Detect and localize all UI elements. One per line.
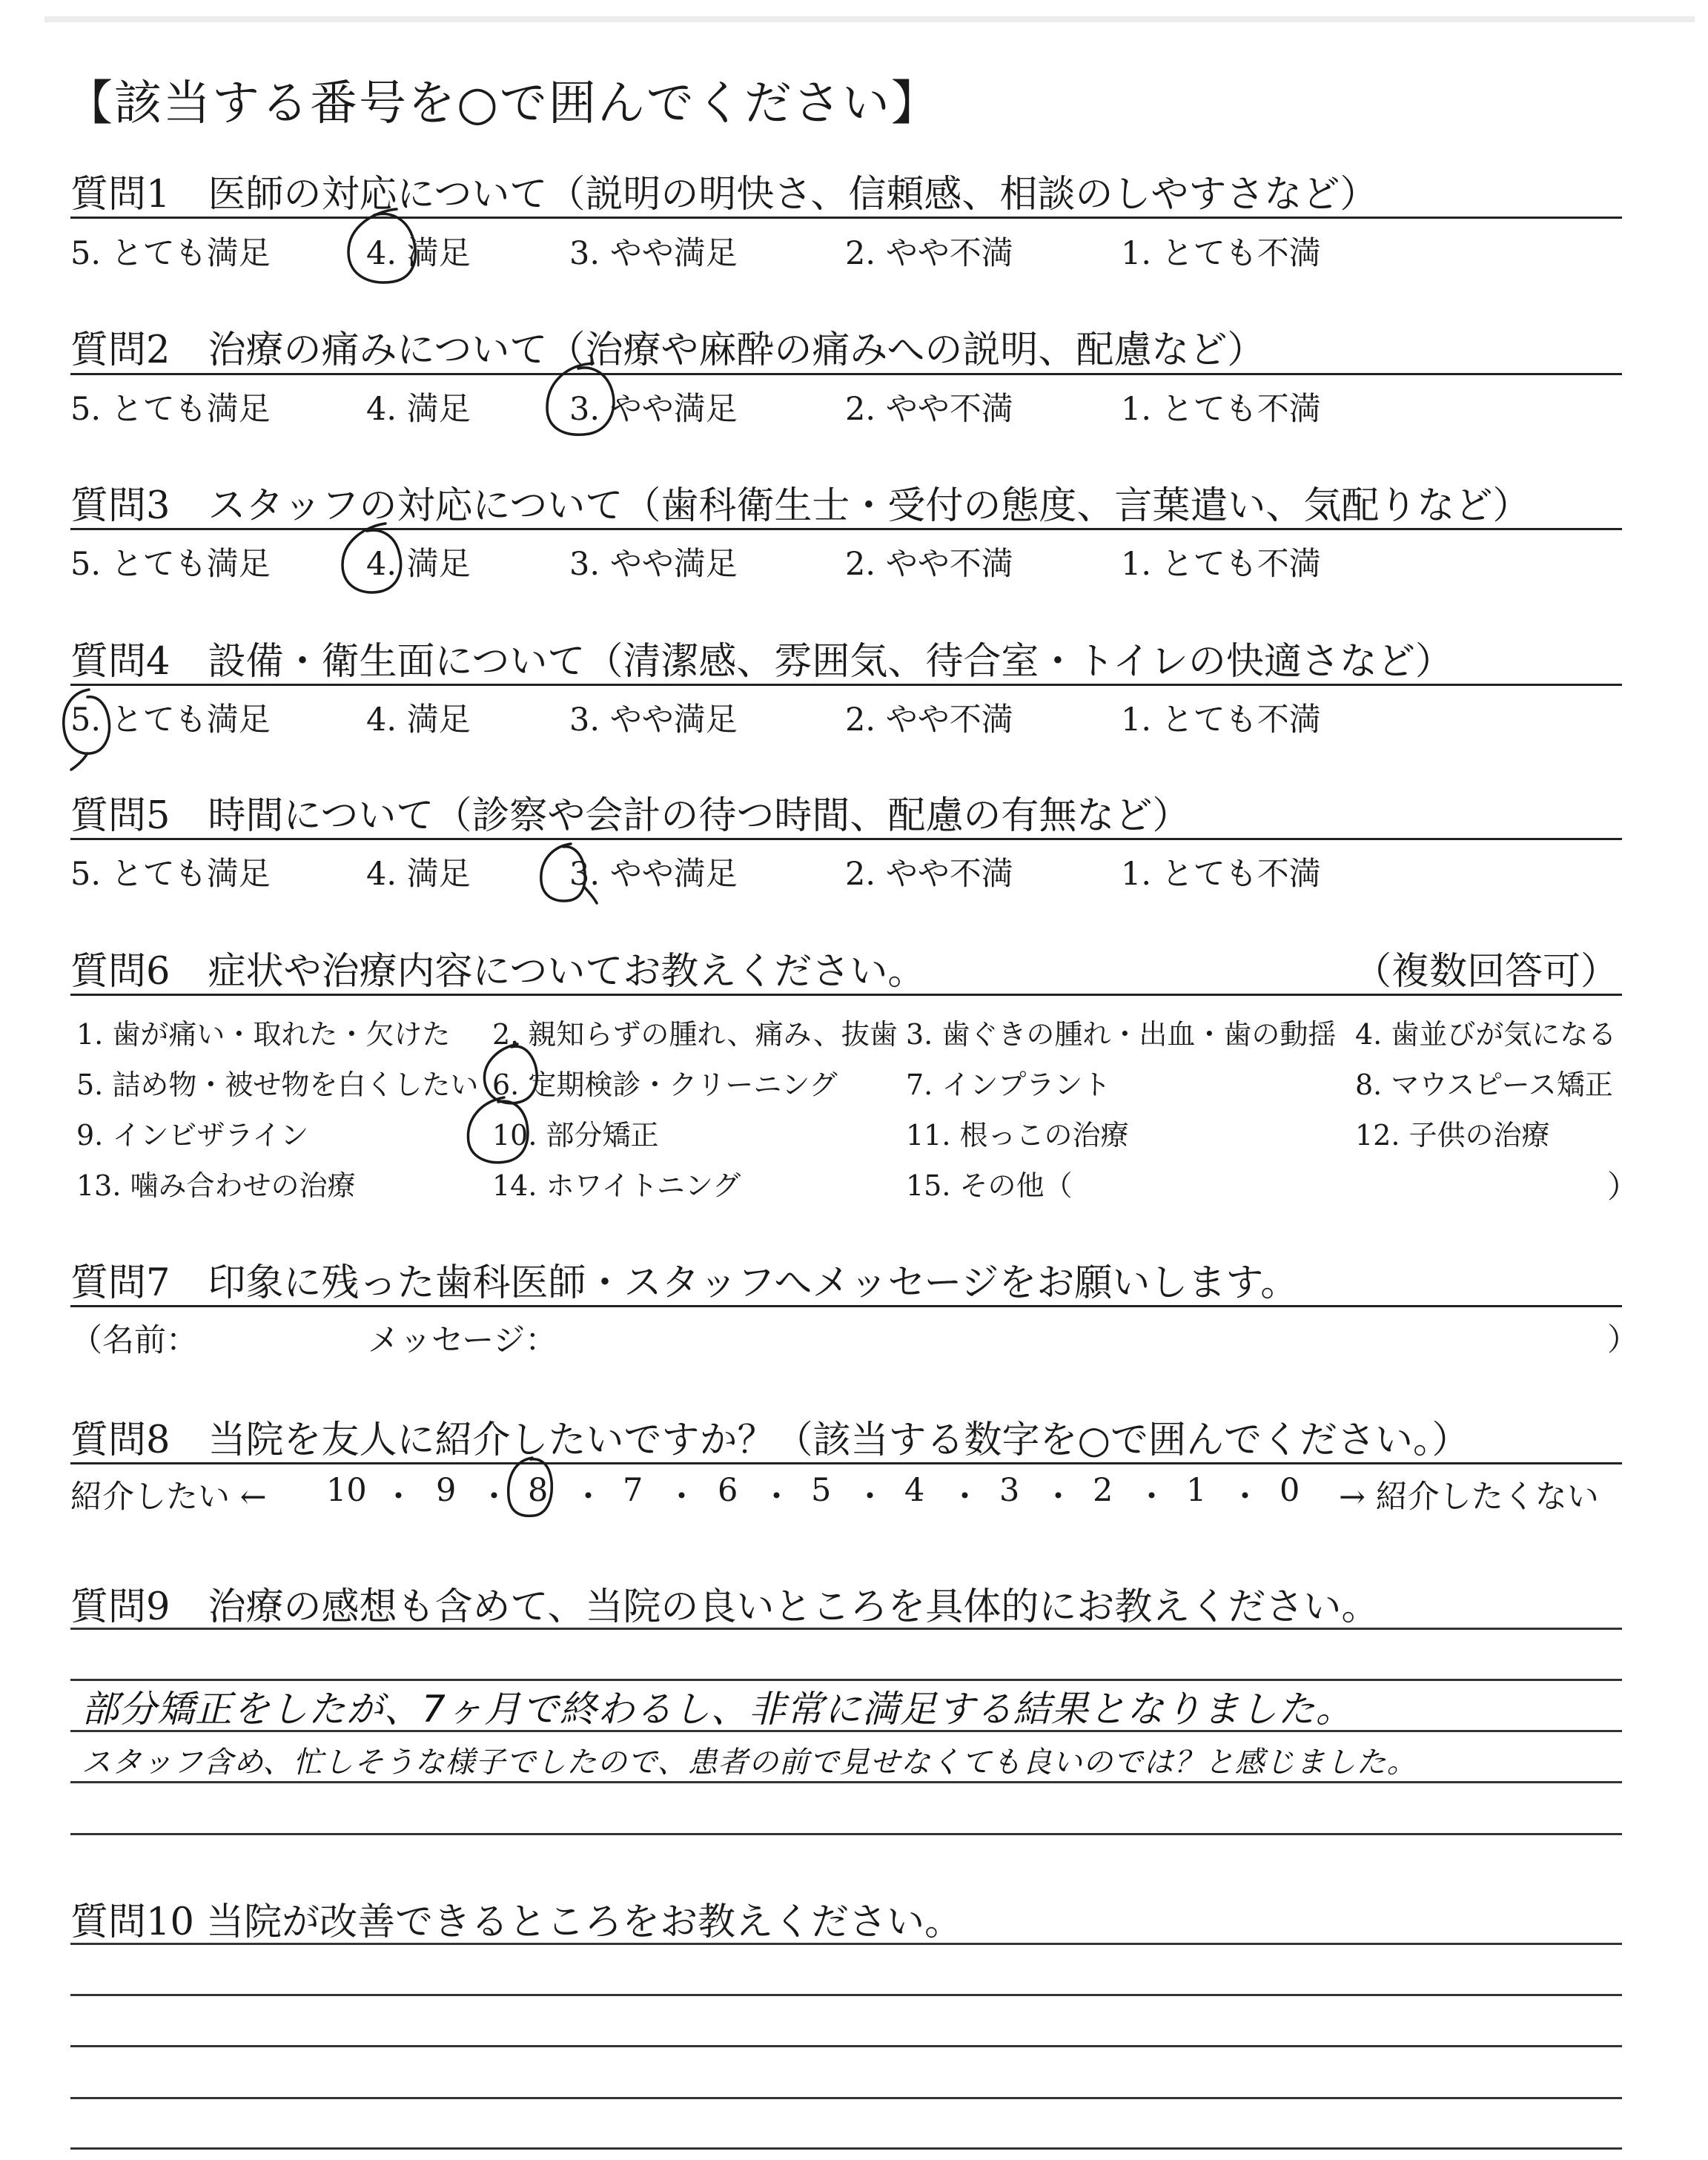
q8-scale-5[interactable]: 5 <box>811 1472 832 1509</box>
q2-option-1[interactable]: 1. とても不満 <box>1121 391 1321 428</box>
q10-line <box>70 2097 1622 2099</box>
q8-sep: ・ <box>949 1479 981 1516</box>
q6-option-4[interactable]: 4. 歯並びが気になる <box>1355 1018 1617 1051</box>
q6-option-1[interactable]: 1. 歯が痛い・取れた・欠けた <box>76 1018 451 1051</box>
q3-title: 質問3 スタッフの対応について（歯科衛生士・受付の態度、言葉遣い、気配りなど） <box>70 484 1531 528</box>
q9-title: 質問9 治療の感想も含めて、当院の良いところを具体的にお教えください。 <box>70 1585 1380 1629</box>
q3-option-5[interactable]: 5. とても満足 <box>70 546 271 583</box>
q4-option-2[interactable]: 2. やや不満 <box>845 701 1013 739</box>
q6-option-3[interactable]: 3. 歯ぐきの腫れ・出血・歯の動揺 <box>906 1018 1337 1051</box>
q8-sep: ・ <box>1042 1479 1074 1516</box>
q1-option-1[interactable]: 1. とても不満 <box>1121 235 1321 272</box>
q9-line <box>70 1781 1622 1783</box>
q5-option-1[interactable]: 1. とても不満 <box>1121 856 1321 893</box>
q8-scale-1[interactable]: 1 <box>1186 1472 1207 1509</box>
q1-option-2[interactable]: 2. やや不満 <box>845 235 1013 272</box>
q6-option-9[interactable]: 9. インビザライン <box>76 1119 309 1152</box>
q10-title: 質問10 当院が改善できるところをお教えください。 <box>70 1900 963 1944</box>
q5-option-4[interactable]: 4. 満足 <box>366 856 471 893</box>
q6-option-6[interactable]: 6. 定期検診・クリーニング <box>492 1069 838 1101</box>
q7-message-label: メッセージ： <box>368 1322 557 1359</box>
q8-scale-4[interactable]: 4 <box>904 1472 925 1509</box>
q8-sep: ・ <box>761 1479 792 1516</box>
q8-sep: ・ <box>666 1479 698 1516</box>
q8-sep: ・ <box>1229 1479 1261 1516</box>
q7-close-paren: ） <box>1607 1321 1639 1358</box>
q5-title: 質問5 時間について（診察や会計の待つ時間、配慮の有無など） <box>70 794 1191 838</box>
q3-option-4[interactable]: 4. 満足 <box>366 546 471 583</box>
q1-option-4[interactable]: 4. 満足 <box>366 235 471 272</box>
q10-line <box>70 2045 1622 2047</box>
q5-option-3[interactable]: 3. やや満足 <box>569 856 738 893</box>
q8-scale-10[interactable]: 10 <box>326 1472 367 1509</box>
q6-option-10[interactable]: 10. 部分矯正 <box>492 1119 659 1152</box>
q8-sep: ・ <box>854 1479 886 1516</box>
q7-title: 質問7 印象に残った歯科医師・スタッフへメッセージをお願いします。 <box>70 1261 1299 1305</box>
q6-option-14[interactable]: 14. ホワイトニング <box>492 1169 741 1202</box>
q3-rule <box>70 528 1622 530</box>
q3-option-2[interactable]: 2. やや不満 <box>845 546 1013 583</box>
q6-title: 質問6 症状や治療内容についてお教えください。 <box>70 950 926 994</box>
q4-option-4[interactable]: 4. 満足 <box>366 701 471 739</box>
q8-rule <box>70 1462 1622 1464</box>
q8-sep: ・ <box>572 1479 604 1516</box>
q3-option-3[interactable]: 3. やや満足 <box>569 546 738 583</box>
q3-option-1[interactable]: 1. とても不満 <box>1121 546 1321 583</box>
q6-option-8[interactable]: 8. マウスピース矯正 <box>1355 1069 1613 1101</box>
q4-option-3[interactable]: 3. やや満足 <box>569 701 738 739</box>
q6-option-11[interactable]: 11. 根っこの治療 <box>906 1119 1129 1152</box>
q4-rule <box>70 684 1622 686</box>
q5-option-5[interactable]: 5. とても満足 <box>70 856 271 893</box>
q6-option-5[interactable]: 5. 詰め物・被せ物を白くしたい <box>76 1069 479 1101</box>
top-border <box>44 16 1695 22</box>
q8-scale-9[interactable]: 9 <box>436 1472 457 1509</box>
q9-line <box>70 1833 1622 1835</box>
q8-scale-3[interactable]: 3 <box>999 1472 1020 1509</box>
q8-right-label: → 紹介したくない <box>1339 1479 1599 1516</box>
q2-rule <box>70 373 1622 375</box>
q6-option-15[interactable]: 15. その他（ <box>906 1169 1073 1202</box>
q2-option-5[interactable]: 5. とても満足 <box>70 391 271 428</box>
q6-other-close-paren: ） <box>1607 1169 1639 1205</box>
q6-option-7[interactable]: 7. インプラント <box>906 1069 1111 1101</box>
q8-scale-8[interactable]: 8 <box>528 1472 549 1509</box>
q2-option-3[interactable]: 3. やや満足 <box>569 391 738 428</box>
q2-title: 質問2 治療の痛みについて（治療や麻酔の痛みへの説明、配慮など） <box>70 328 1265 372</box>
q2-option-2[interactable]: 2. やや不満 <box>845 391 1013 428</box>
q8-scale-6[interactable]: 6 <box>718 1472 738 1509</box>
q4-title: 質問4 設備・衛生面について（清潔感、雰囲気、待合室・トイレの快適さなど） <box>70 640 1453 684</box>
q8-left-label: 紹介したい ← <box>70 1479 267 1516</box>
q7-name-label: （名前： <box>70 1322 198 1359</box>
q8-scale-7[interactable]: 7 <box>623 1472 643 1509</box>
q1-option-3[interactable]: 3. やや満足 <box>569 235 738 272</box>
q5-rule <box>70 838 1622 840</box>
q8-sep: ・ <box>1136 1479 1168 1516</box>
q1-rule <box>70 217 1622 219</box>
q10-line <box>70 1994 1622 1996</box>
q8-sep: ・ <box>478 1479 510 1516</box>
q9-answer-line-2: スタッフ含め、忙しそうな様子でしたので、患者の前で見せなくても良いのでは？と感じました。 <box>82 1745 1417 1780</box>
q6-option-13[interactable]: 13. 噛み合わせの治療 <box>76 1169 356 1202</box>
q1-option-5[interactable]: 5. とても満足 <box>70 235 271 272</box>
q8-sep: ・ <box>383 1479 414 1516</box>
q8-scale-0[interactable]: 0 <box>1280 1472 1300 1509</box>
q1-title: 質問1 医師の対応について（説明の明快さ、信頼感、相談のしやすさなど） <box>70 173 1378 217</box>
q6-note: （複数回答可） <box>1354 950 1619 994</box>
q10-line <box>70 2147 1622 2150</box>
q6-rule <box>70 994 1622 996</box>
q6-option-12[interactable]: 12. 子供の治療 <box>1355 1119 1550 1152</box>
q6-option-2[interactable]: 2. 親知らずの腫れ、痛み、抜歯 <box>492 1018 898 1051</box>
q2-option-4[interactable]: 4. 満足 <box>366 391 471 428</box>
q5-option-2[interactable]: 2. やや不満 <box>845 856 1013 893</box>
q8-title: 質問8 当院を友人に紹介したいですか？（該当する数字を○で囲んでください。） <box>70 1418 1470 1462</box>
q9-answer-line-1: 部分矯正をしたが、7ヶ月で終わるし、非常に満足する結果となりました。 <box>82 1688 1354 1731</box>
q4-option-1[interactable]: 1. とても不満 <box>1121 701 1321 739</box>
q7-rule <box>70 1305 1622 1307</box>
q8-scale-2[interactable]: 2 <box>1093 1472 1113 1509</box>
page-title: 【該当する番号を○で囲んでください】 <box>65 76 940 131</box>
q4-option-5[interactable]: 5. とても満足 <box>70 701 271 739</box>
q9-line <box>70 1628 1622 1630</box>
q10-line <box>70 1943 1622 1945</box>
